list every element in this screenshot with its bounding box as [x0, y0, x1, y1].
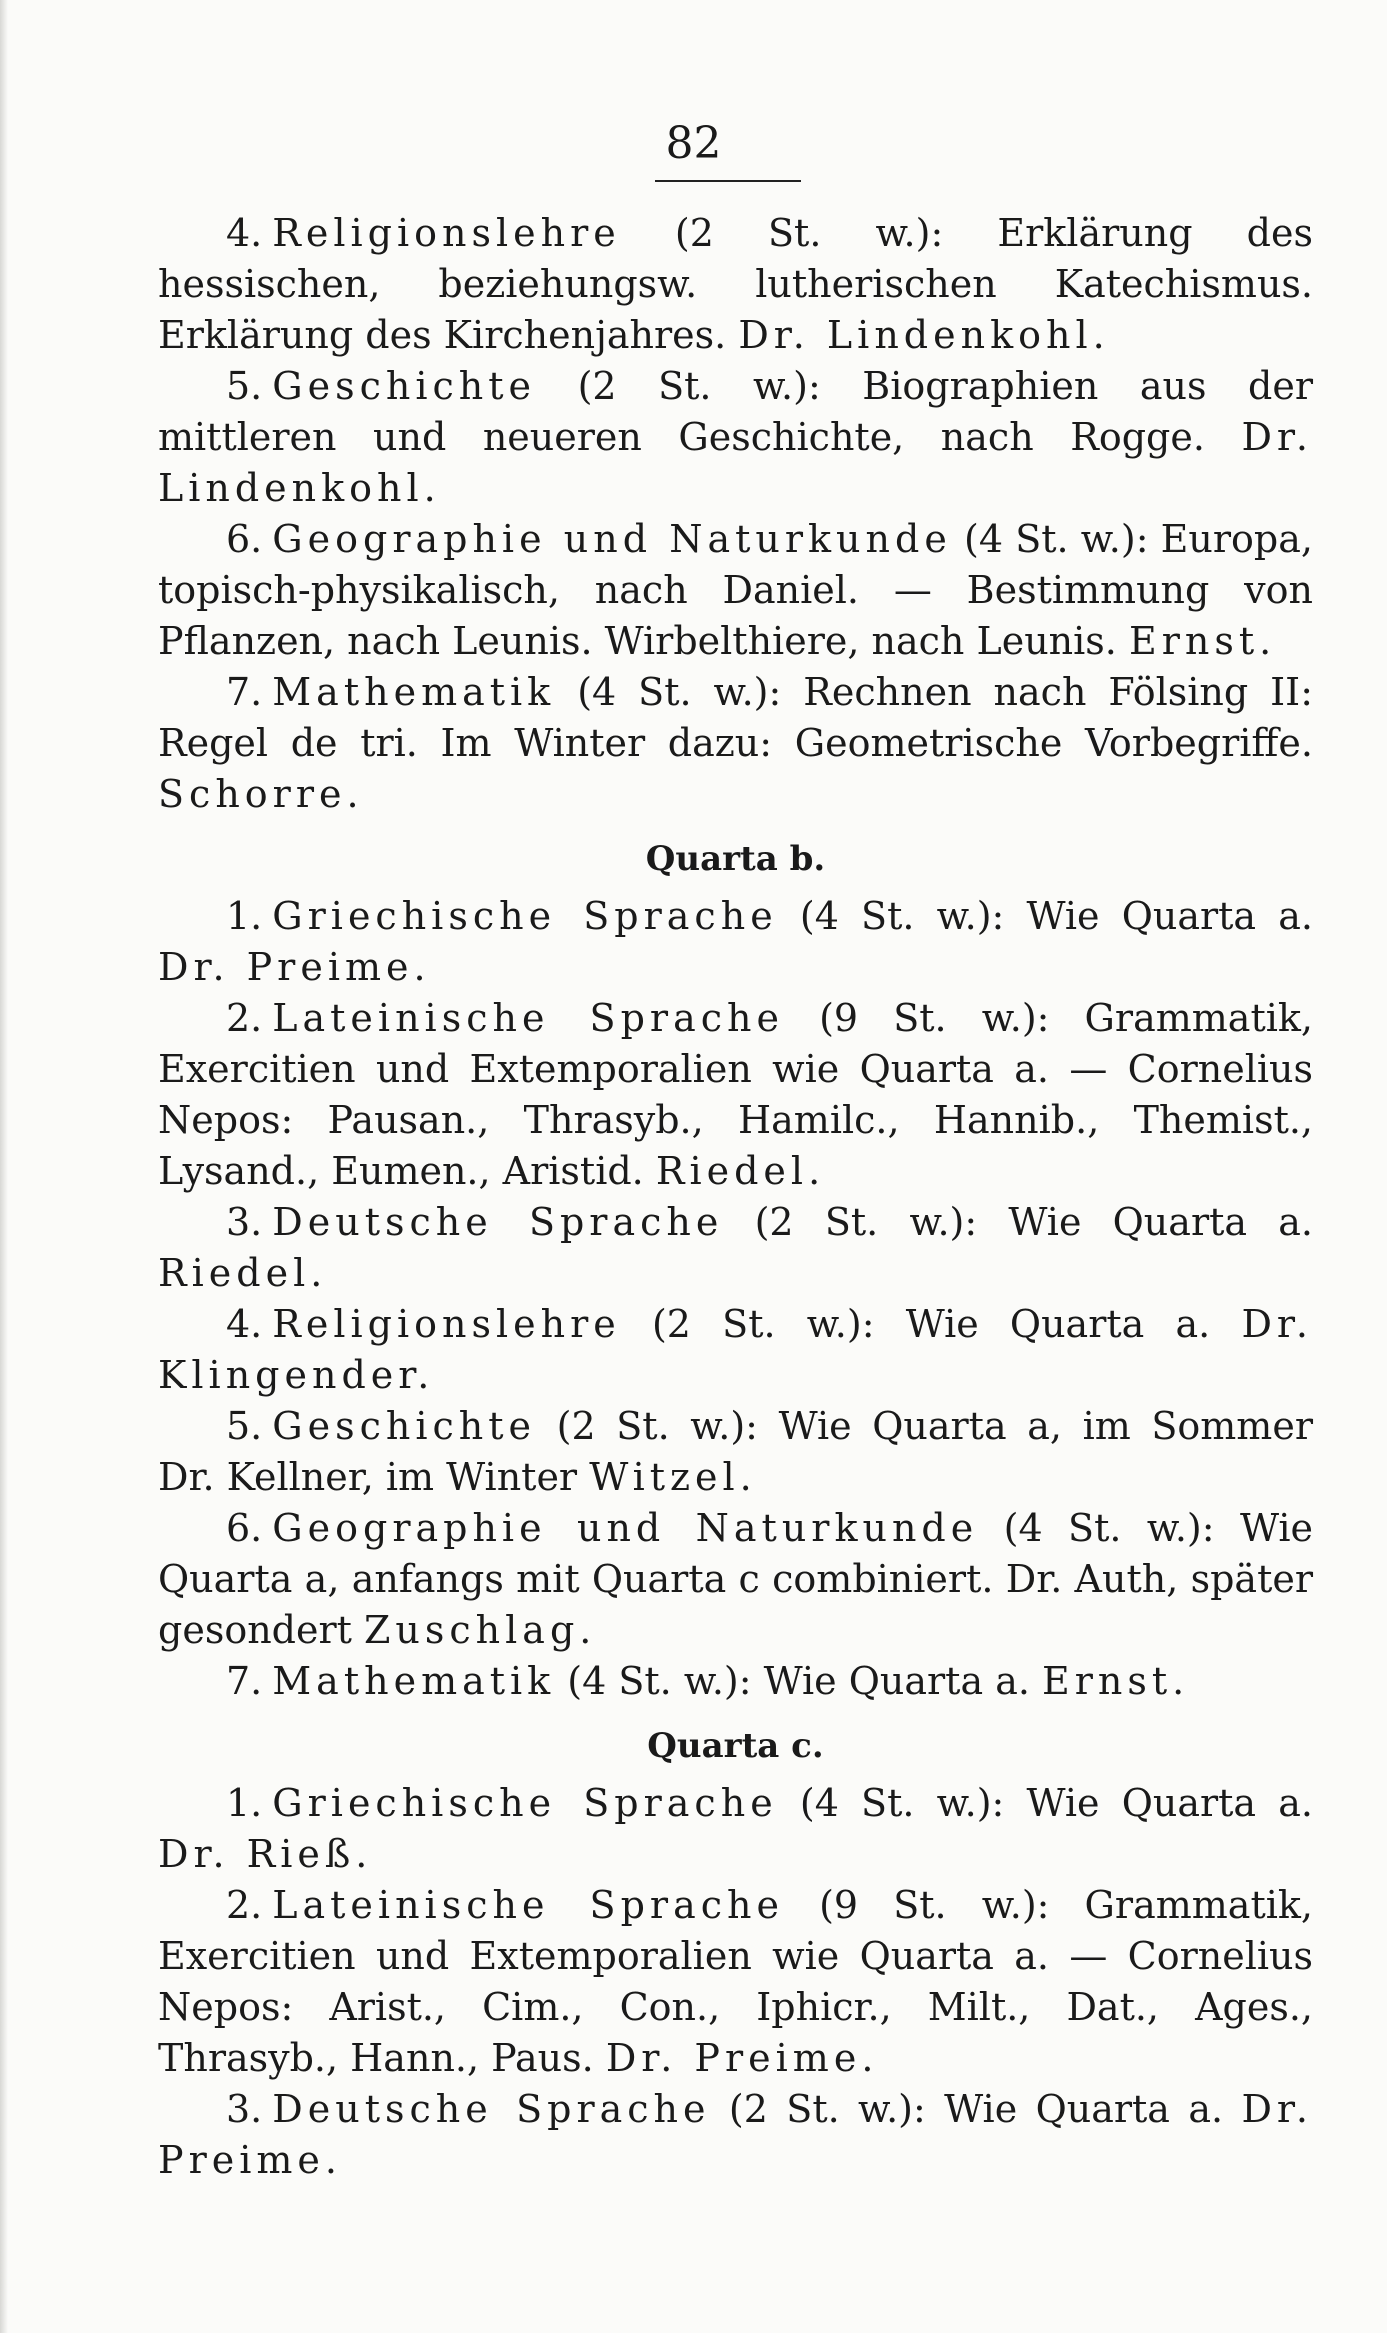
subject-entry [158, 361, 1313, 514]
subject-entry [158, 1401, 1313, 1503]
teacher-name: Ernst. [1128, 619, 1277, 663]
entry-number: 3. [226, 2087, 263, 2131]
subject-entry [158, 891, 1313, 993]
teacher-name: Ernst. [1042, 1659, 1190, 1703]
teacher-name: Riedel. [655, 1149, 826, 1193]
teacher-name: Riedel. [158, 1251, 328, 1295]
teacher-name: Dr. Preime. [158, 2087, 1313, 2182]
subject-name: Geschichte [272, 1404, 537, 1448]
teacher-name: Schorre. [158, 772, 364, 816]
subject-name: Mathematik [272, 670, 556, 714]
entry-text: (9 St. w.): Grammatik, Exercitien und Extemporalien wie Quarta a. — Cornelius Nepos: Arist., Cim., Con., Iphicr., Milt., Dat., Ages., Thrasyb., Hann., Paus. [158, 1883, 1313, 2080]
entry-number: 5. [226, 1404, 263, 1448]
subject-name: Lateinische Sprache [272, 996, 784, 1040]
subject-entry [158, 208, 1313, 361]
subject-entry [158, 514, 1313, 667]
subject-entry [158, 1503, 1313, 1656]
entry-number: 4. [226, 211, 263, 255]
entry-number: 1. [226, 894, 263, 938]
subject-name: Deutsche Sprache [272, 1200, 724, 1244]
teacher-name: Dr. Preime. [605, 2036, 879, 2080]
entry-number: 5. [226, 364, 263, 408]
entry-text: (2 St. w.): Wie Quarta a. [710, 2087, 1242, 2131]
subject-entry [158, 1299, 1313, 1401]
section-heading: Quarta b. [645, 839, 826, 879]
subject-entry [158, 2084, 1313, 2186]
entry-text: (2 St. w.): Erklärung des hessischen, beziehungsw. lutherischen Katechismus. Erklärung des Kirchenjahres. [158, 211, 1313, 357]
subject-entry [158, 1778, 1313, 1880]
subject-entry [158, 1197, 1313, 1299]
subject-name: Lateinische Sprache [272, 1883, 784, 1927]
section-heading: Quarta c. [647, 1726, 824, 1766]
teacher-name: Witzel. [589, 1455, 757, 1499]
subject-name: Religionslehre [272, 1302, 621, 1346]
entry-text: (2 St. w.): Wie Quarta a, im Sommer Dr. Kellner, im Winter [158, 1404, 1313, 1499]
teacher-name: Dr. Preime. [158, 945, 431, 989]
entry-number: 3. [226, 1200, 263, 1244]
entry-number: 6. [226, 1506, 263, 1550]
entry-number: 1. [226, 1781, 263, 1825]
entry-number: 2. [226, 1883, 263, 1927]
subject-entry [158, 1880, 1313, 2084]
entry-text: (2 St. w.): Wie Quarta a. [620, 1302, 1242, 1346]
teacher-name: Dr. Klingender. [158, 1302, 1313, 1397]
subject-entry [158, 1656, 1313, 1707]
subject-name: Mathematik [272, 1659, 556, 1703]
subject-name: Griechische Sprache [272, 1781, 778, 1825]
entry-text: (4 St. w.): Wie Quarta a, anfangs mit Quarta c combiniert. Dr. Auth, später gesondert [158, 1506, 1313, 1652]
subject-name: Geographie und Naturkunde [272, 1506, 979, 1550]
entry-number: 6. [226, 517, 263, 561]
subject-name: Geschichte [272, 364, 537, 408]
subject-name: Religionslehre [272, 211, 621, 255]
entry-text: (9 St. w.): Grammatik, Exercitien und Extemporalien wie Quarta a. — Cornelius Nepos: Pausan., Thrasyb., Hamilc., Hannib., Themist., Lysand., Eumen., Aristid. [158, 996, 1313, 1193]
subject-entry [158, 993, 1313, 1197]
entry-text: (4 St. w.): Wie Quarta a. [555, 1659, 1043, 1703]
entry-number: 7. [226, 1659, 263, 1703]
entry-number: 2. [226, 996, 263, 1040]
subject-entry [158, 667, 1313, 820]
entry-text: (4 St. w.): Europa, topisch-physikalisch, nach Daniel. — Bestimmung von Pflanzen, nach Leunis. Wirbelthiere, nach Leunis. [158, 517, 1313, 663]
subject-name: Deutsche Sprache [272, 2087, 711, 2131]
subject-name: Griechische Sprache [272, 894, 778, 938]
teacher-name: Dr. Lindenkohl. [738, 313, 1110, 357]
entry-text: (2 St. w.): Wie Quarta a. [723, 1200, 1313, 1244]
entry-text: (4 St. w.): Rechnen nach Fölsing II: Regel de tri. Im Winter dazu: Geometrische Vorbegriffe. [158, 670, 1313, 765]
entry-number: 4. [226, 1302, 263, 1346]
teacher-name: Dr. Lindenkohl. [158, 415, 1313, 510]
page-content [158, 208, 1313, 2186]
entry-number: 7. [226, 670, 263, 714]
header-rule [655, 180, 801, 182]
subject-name: Geographie und Naturkunde [272, 517, 952, 561]
entry-text: (4 St. w.): Wie Quarta a. [777, 894, 1313, 938]
page-edge-shadow [0, 0, 8, 2333]
entry-text: (2 St. w.): Biographien aus der mittleren und neueren Geschichte, nach Rogge. [158, 364, 1313, 459]
entry-text: (4 St. w.): Wie Quarta a. [777, 1781, 1313, 1825]
teacher-name: Zuschlag. [364, 1608, 597, 1652]
page-number: 82 [665, 118, 722, 169]
teacher-name: Dr. Rieß. [158, 1832, 373, 1876]
